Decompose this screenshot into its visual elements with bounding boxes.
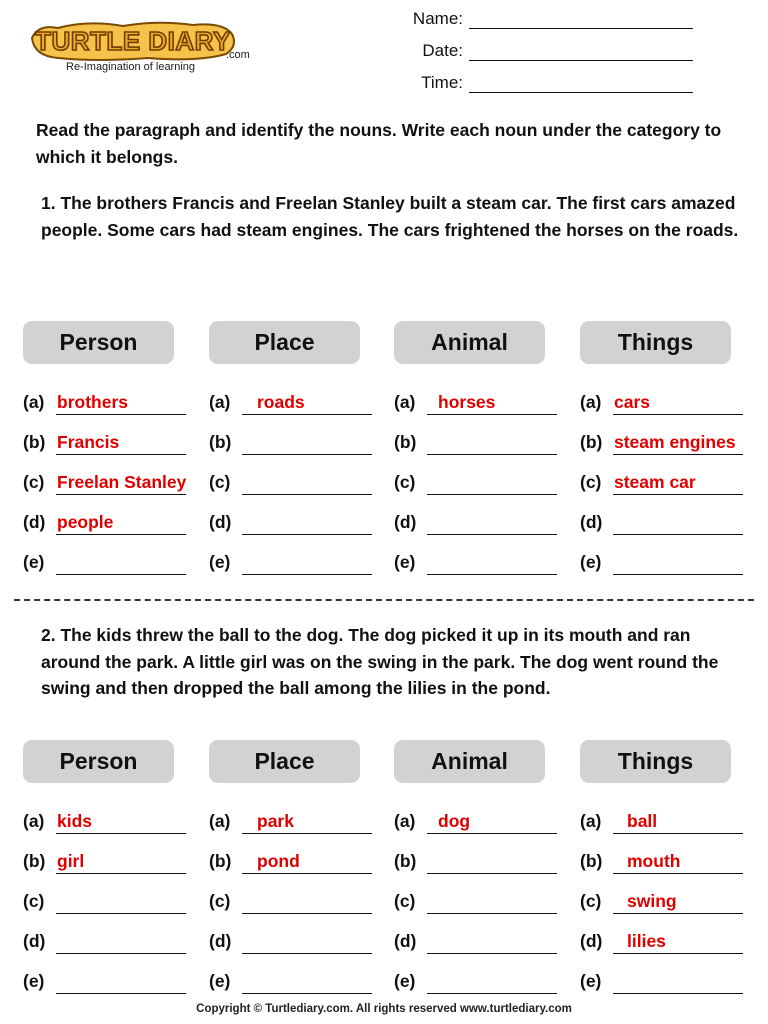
answer-row — [580, 811, 750, 837]
answer-text: swing — [627, 891, 677, 911]
answer-text: steam engines — [614, 432, 736, 452]
item-letter: (a) — [209, 811, 231, 831]
answer-blank-line[interactable] — [427, 494, 557, 495]
name-label: Name: — [412, 9, 463, 28]
item-letter: (e) — [394, 552, 416, 572]
answer-row — [580, 971, 750, 997]
answer-text: Francis — [57, 432, 120, 452]
category-header-animal: Animal — [394, 740, 545, 783]
answer-row — [23, 891, 193, 917]
category-header-person: Person — [23, 321, 174, 364]
answer-text: lilies — [627, 931, 666, 951]
answer-blank-line[interactable] — [427, 913, 557, 914]
answer-blank-line[interactable] — [56, 993, 186, 994]
item-letter: (b) — [23, 432, 46, 452]
category-header-things: Things — [580, 740, 731, 783]
answer-text: roads — [257, 392, 305, 412]
item-letter: (d) — [580, 931, 603, 951]
answer-blank-line[interactable] — [427, 574, 557, 575]
answer-text: horses — [438, 392, 496, 412]
item-letter: (d) — [394, 512, 417, 532]
answer-row — [23, 552, 193, 578]
answer-text: pond — [257, 851, 300, 871]
logo-tagline: Re-Imagination of learning — [66, 61, 196, 73]
category-header-place: Place — [209, 740, 360, 783]
answer-row — [580, 552, 750, 578]
answer-row — [23, 851, 193, 877]
answer-text: park — [257, 811, 294, 831]
answer-text: ball — [627, 811, 658, 831]
category-header-place: Place — [209, 321, 360, 364]
answer-blank-line[interactable] — [242, 574, 372, 575]
item-letter: (b) — [209, 432, 232, 452]
answer-text: cars — [614, 392, 651, 412]
answer-row — [23, 472, 193, 498]
item-letter: (c) — [580, 891, 602, 911]
answer-row — [23, 971, 193, 997]
item-letter: (d) — [23, 931, 46, 951]
answer-row — [23, 512, 193, 538]
item-letter: (e) — [580, 971, 602, 991]
answer-row — [394, 552, 564, 578]
answer-blank-line[interactable] — [613, 414, 743, 415]
answer-row — [23, 931, 193, 957]
item-letter: (b) — [394, 432, 417, 452]
answer-row — [394, 432, 564, 458]
answer-blank-line[interactable] — [613, 494, 743, 495]
answer-row — [23, 811, 193, 837]
item-letter: (b) — [209, 851, 232, 871]
answer-row — [209, 851, 379, 877]
answer-row — [580, 851, 750, 877]
answer-blank-line[interactable] — [56, 574, 186, 575]
item-letter: (b) — [23, 851, 46, 871]
answer-blank-line[interactable] — [242, 953, 372, 954]
answer-row — [394, 811, 564, 837]
item-letter: (c) — [209, 891, 231, 911]
answer-row — [580, 931, 750, 957]
answer-text: girl — [57, 851, 85, 871]
answer-blank-line[interactable] — [613, 454, 743, 455]
item-letter: (c) — [209, 472, 231, 492]
answer-blank-line[interactable] — [613, 534, 743, 535]
category-header-person: Person — [23, 740, 174, 783]
answer-blank-line[interactable] — [613, 913, 743, 914]
answer-blank-line[interactable] — [427, 833, 557, 834]
answer-row — [209, 392, 379, 418]
answer-text: people — [57, 512, 114, 532]
answer-blank-line[interactable] — [56, 454, 186, 455]
answer-row — [580, 891, 750, 917]
answer-blank-line[interactable] — [613, 993, 743, 994]
answer-blank-line[interactable] — [613, 873, 743, 874]
item-letter: (b) — [394, 851, 417, 871]
answer-blank-line[interactable] — [56, 833, 186, 834]
item-letter: (d) — [209, 512, 232, 532]
item-letter: (e) — [394, 971, 416, 991]
answer-blank-line[interactable] — [427, 993, 557, 994]
item-letter: (a) — [580, 811, 602, 831]
answer-row — [394, 931, 564, 957]
answer-blank-line[interactable] — [56, 414, 186, 415]
item-letter: (d) — [580, 512, 603, 532]
item-letter: (e) — [209, 552, 231, 572]
answer-row — [209, 811, 379, 837]
exercise-1-paragraph: 1. The brothers Francis and Freelan Stanley built a steam car. The first cars amazed people. Some cars had steam engines. The cars frightened the horses on the roads. — [41, 193, 739, 240]
item-letter: (b) — [580, 851, 603, 871]
answer-blank-line[interactable] — [242, 454, 372, 455]
answer-row — [209, 432, 379, 458]
answer-row — [209, 512, 379, 538]
item-letter: (c) — [580, 472, 602, 492]
answer-blank-line[interactable] — [242, 833, 372, 834]
answer-row — [580, 512, 750, 538]
copyright-footer: Copyright © Turtlediary.com. All rights reserved www.turtlediary.com — [196, 1003, 572, 1015]
answer-row — [209, 552, 379, 578]
item-letter: (a) — [394, 811, 416, 831]
answer-row — [394, 472, 564, 498]
answer-text: dog — [438, 811, 471, 831]
item-letter: (a) — [23, 392, 45, 412]
answer-blank-line[interactable] — [242, 534, 372, 535]
answer-row — [394, 851, 564, 877]
answer-blank-line[interactable] — [56, 953, 186, 954]
answer-text: Freelan Stanley — [57, 472, 187, 492]
item-letter: (e) — [209, 971, 231, 991]
answer-row — [209, 891, 379, 917]
answer-row — [23, 392, 193, 418]
item-letter: (d) — [23, 512, 46, 532]
answer-blank-line[interactable] — [427, 953, 557, 954]
answer-text: steam car — [614, 472, 696, 492]
item-letter: (e) — [23, 971, 45, 991]
item-letter: (a) — [580, 392, 602, 412]
answer-row — [209, 931, 379, 957]
answer-row — [23, 432, 193, 458]
answer-blank-line[interactable] — [242, 873, 372, 874]
answer-blank-line[interactable] — [613, 833, 743, 834]
item-letter: (c) — [23, 891, 45, 911]
item-letter: (d) — [209, 931, 232, 951]
logo-text: TURTLE DIARY — [35, 26, 231, 56]
item-letter: (b) — [580, 432, 603, 452]
answer-row — [394, 512, 564, 538]
answer-row — [580, 392, 750, 418]
date-label: Date: — [422, 41, 463, 60]
answer-row — [394, 392, 564, 418]
answer-blank-line[interactable] — [56, 494, 186, 495]
exercise-2-paragraph: 2. The kids threw the ball to the dog. The dog picked it up in its mouth and ran around the park. A little girl was on the swing in the park. The dog went round the swing and then dropped the ball among the lilies in the pond. — [41, 625, 719, 698]
name-field — [397, 9, 697, 33]
answer-blank-line[interactable] — [242, 414, 372, 415]
instructions: Read the paragraph and identify the nouns. Write each noun under the category to which it belongs. — [36, 120, 722, 167]
answer-row — [209, 971, 379, 997]
item-letter: (c) — [394, 891, 416, 911]
answer-blank-line[interactable] — [242, 494, 372, 495]
answer-text: mouth — [627, 851, 681, 871]
answer-blank-line[interactable] — [242, 913, 372, 914]
time-label: Time: — [421, 73, 463, 92]
answer-blank-line[interactable] — [613, 953, 743, 954]
logo-dotcom: .com — [226, 49, 250, 61]
answer-row — [580, 472, 750, 498]
answer-row — [394, 971, 564, 997]
answer-blank-line[interactable] — [427, 454, 557, 455]
time-field — [397, 73, 697, 97]
date-field — [397, 41, 697, 65]
answer-row — [580, 432, 750, 458]
answer-row — [394, 891, 564, 917]
item-letter: (e) — [580, 552, 602, 572]
category-header-things: Things — [580, 321, 731, 364]
answer-blank-line[interactable] — [427, 873, 557, 874]
answer-blank-line[interactable] — [56, 913, 186, 914]
date-input-line[interactable] — [469, 60, 693, 61]
answer-blank-line[interactable] — [427, 534, 557, 535]
section-divider — [14, 599, 754, 601]
item-letter: (d) — [394, 931, 417, 951]
item-letter: (e) — [23, 552, 45, 572]
item-letter: (c) — [23, 472, 45, 492]
category-header-animal: Animal — [394, 321, 545, 364]
answer-row — [209, 472, 379, 498]
answer-text: kids — [57, 811, 93, 831]
name-input-line[interactable] — [469, 28, 693, 29]
answer-blank-line[interactable] — [56, 873, 186, 874]
answer-blank-line[interactable] — [613, 574, 743, 575]
answer-text: brothers — [57, 392, 128, 412]
answer-blank-line[interactable] — [56, 534, 186, 535]
answer-blank-line[interactable] — [242, 993, 372, 994]
item-letter: (a) — [23, 811, 45, 831]
time-input-line[interactable] — [469, 92, 693, 93]
answer-blank-line[interactable] — [427, 414, 557, 415]
item-letter: (a) — [209, 392, 231, 412]
item-letter: (c) — [394, 472, 416, 492]
item-letter: (a) — [394, 392, 416, 412]
